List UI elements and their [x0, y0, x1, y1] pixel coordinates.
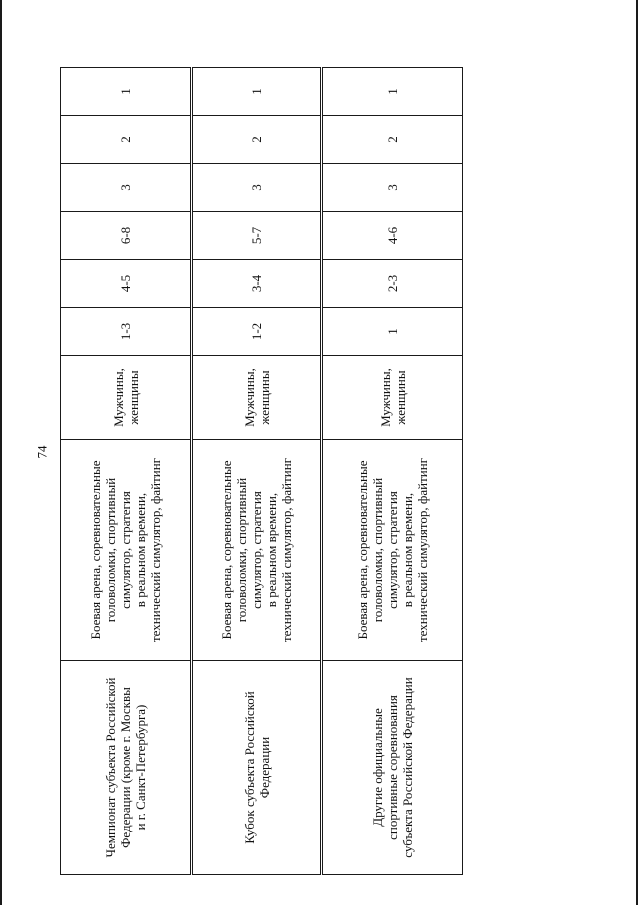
scan-border-right: [636, 0, 638, 905]
competition-cell: Чемпионат субъекта Российской Федерации (кроме г. Москвы и г. Санкт-Петербурга): [61, 661, 191, 875]
place-cell: 3: [193, 164, 321, 212]
place-cell: 4-5: [61, 260, 191, 308]
sports-ranking-table: [60, 67, 463, 875]
gender-cell: Мужчины, женщины: [323, 356, 463, 440]
table-row: [323, 68, 463, 875]
gender-cell: Мужчины, женщины: [61, 356, 191, 440]
place-cell: 3: [61, 164, 191, 212]
disciplines-cell: Боевая арена, соревновательные головоломки, спортивный симулятор, стратегия в реальном времени, технический симулятор, файтинг: [193, 440, 321, 661]
place-cell: 4-6: [323, 212, 463, 260]
disciplines-cell: Боевая арена, соревновательные головоломки, спортивный симулятор, стратегия в реальном времени, технический симулятор, файтинг: [61, 440, 191, 661]
place-cell: 1: [193, 68, 321, 116]
table-row: [193, 68, 321, 875]
competition-cell: Кубок субъекта Российской Федерации: [193, 661, 321, 875]
place-cell: 1: [61, 68, 191, 116]
place-cell: 2: [61, 116, 191, 164]
competition-cell: Другие официальные спортивные соревнования субъекта Российской Федерации: [323, 661, 463, 875]
gender-cell: Мужчины, женщины: [193, 356, 321, 440]
place-cell: 3: [323, 164, 463, 212]
place-cell: 6-8: [61, 212, 191, 260]
place-cell: 3-4: [193, 260, 321, 308]
place-cell: 2: [323, 116, 463, 164]
table-row: [61, 68, 191, 875]
place-cell: 1: [323, 68, 463, 116]
place-cell: 5-7: [193, 212, 321, 260]
place-cell: 1: [323, 308, 463, 356]
disciplines-cell: Боевая арена, соревновательные головоломки, спортивный симулятор, стратегия в реальном времени, технический симулятор, файтинг: [323, 440, 463, 661]
place-cell: 2-3: [323, 260, 463, 308]
place-cell: 2: [193, 116, 321, 164]
place-cell: 1-2: [193, 308, 321, 356]
page-number: 74: [34, 445, 50, 459]
place-cell: 1-3: [61, 308, 191, 356]
scan-border-left: [0, 0, 2, 905]
